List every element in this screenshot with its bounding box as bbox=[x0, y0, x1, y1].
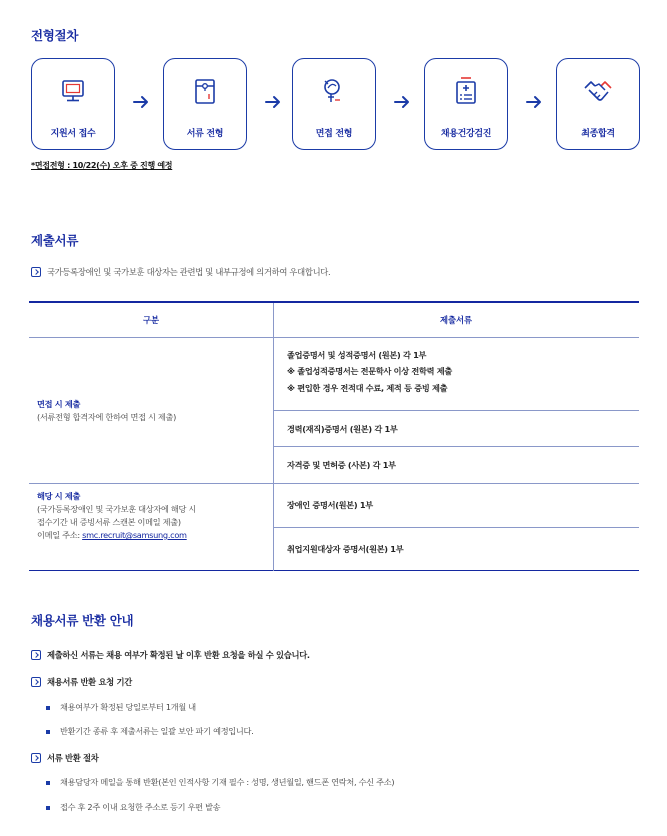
monitor-icon bbox=[56, 74, 90, 108]
doc-item: 졸업증명서 및 성적증명서 (원본) 각 1부 bbox=[287, 350, 427, 360]
arrow-right-icon bbox=[525, 93, 543, 111]
return-procedure-heading bbox=[31, 752, 98, 764]
square-bullet-icon bbox=[46, 781, 50, 785]
return-info-text: 제출하신 서류는 채용 여부가 확정된 날 이후 반환 요청을 하실 수 있습니다. bbox=[47, 650, 310, 660]
list-item bbox=[46, 802, 220, 813]
list-item bbox=[46, 726, 253, 737]
table-row bbox=[37, 490, 196, 542]
email-link[interactable]: smc.recruit@samsung.com bbox=[82, 530, 187, 540]
chevron-box-icon bbox=[31, 650, 41, 660]
preference-notice bbox=[31, 266, 330, 278]
doc-item: 장애인 증명서(원본) 1부 bbox=[287, 500, 373, 510]
arrow-right-icon bbox=[393, 93, 411, 111]
step-label: 지원서 접수 bbox=[50, 129, 96, 139]
group-description: (국가등록장애인 및 국가보훈 대상자에 해당 시 bbox=[37, 504, 196, 514]
doc-item: 자격증 및 면허증 (사본) 각 1부 bbox=[287, 460, 396, 470]
list-item-text: 채용담당자 메일을 통해 반환(본인 인적사항 기재 필수 : 성명, 생년월일, 핸드폰 연락처, 수신 주소) bbox=[60, 777, 395, 787]
return-info-line bbox=[31, 649, 310, 661]
step-application bbox=[31, 58, 115, 150]
step-label: 최종합격 bbox=[581, 129, 615, 139]
square-bullet-icon bbox=[46, 706, 50, 710]
table-header-documents: 제출서류 bbox=[439, 315, 473, 325]
square-bullet-icon bbox=[46, 806, 50, 810]
documents-section-title: 제출서류 bbox=[31, 233, 79, 248]
interview-schedule-note: *면접전형 : 10/22(수) 오후 중 진행 예정 bbox=[31, 161, 173, 170]
doc-item: 취업지원대상자 증명서(원본) 1부 bbox=[287, 544, 404, 554]
documents-table bbox=[29, 301, 639, 571]
doc-item: 경력(재직)증명서 (원본) 각 1부 bbox=[287, 424, 398, 434]
table-header-category: 구분 bbox=[142, 315, 160, 325]
step-label: 면접 전형 bbox=[315, 129, 353, 139]
email-label: 이메일 주소: bbox=[37, 530, 83, 540]
handshake-icon bbox=[581, 74, 615, 108]
list-item bbox=[46, 777, 394, 788]
list-item-text: 반환기간 종류 후 제출서류는 일괄 보안 파기 예정입니다. bbox=[60, 726, 254, 736]
group-title: 면접 시 제출 bbox=[37, 399, 81, 409]
step-final-pass bbox=[556, 58, 640, 150]
doc-item-note: ※ 졸업성적증명서는 전문학사 이상 전학력 제출 bbox=[287, 366, 452, 376]
return-section-title: 채용서류 반환 안내 bbox=[31, 613, 134, 628]
table-row bbox=[37, 399, 176, 423]
preference-notice-text: 국가등록장애인 및 국가보훈 대상자는 관련법 및 내부규정에 의거하여 우대합니다. bbox=[47, 267, 331, 277]
document-folder-icon bbox=[188, 74, 222, 108]
list-item bbox=[46, 702, 196, 713]
step-label: 채용건강검진 bbox=[440, 129, 492, 139]
square-bullet-icon bbox=[46, 730, 50, 734]
arrow-right-icon bbox=[132, 93, 150, 111]
doc-item-note: ※ 편입한 경우 전적대 수료, 제적 등 증빙 제출 bbox=[287, 383, 448, 393]
arrow-right-icon bbox=[264, 93, 282, 111]
chevron-box-icon bbox=[31, 267, 41, 277]
return-period-heading bbox=[31, 676, 132, 688]
step-document-screening bbox=[163, 58, 247, 150]
chevron-box-icon bbox=[31, 753, 41, 763]
chevron-box-icon bbox=[31, 677, 41, 687]
group-title: 해당 시 제출 bbox=[37, 491, 81, 501]
step-interview bbox=[292, 58, 376, 150]
return-period-title: 채용서류 반환 요청 기간 bbox=[47, 677, 132, 687]
list-item-text: 접수 후 2주 이내 요청한 주소로 등기 우편 발송 bbox=[60, 802, 221, 812]
interview-person-icon bbox=[317, 74, 351, 108]
return-procedure-title: 서류 반환 절차 bbox=[47, 753, 99, 763]
process-section-title: 전형절차 bbox=[31, 28, 79, 43]
medical-clipboard-icon bbox=[449, 74, 483, 108]
group-description: (서류전형 합격자에 한하여 면접 시 제출) bbox=[37, 412, 177, 422]
list-item-text: 채용여부가 확정된 당일로부터 1개월 내 bbox=[60, 702, 196, 712]
group-description: 접수기간 내 증빙서류 스캔본 이메일 제출) bbox=[37, 517, 181, 527]
email-line bbox=[37, 529, 196, 542]
step-health-check bbox=[424, 58, 508, 150]
step-label: 서류 전형 bbox=[186, 129, 224, 139]
